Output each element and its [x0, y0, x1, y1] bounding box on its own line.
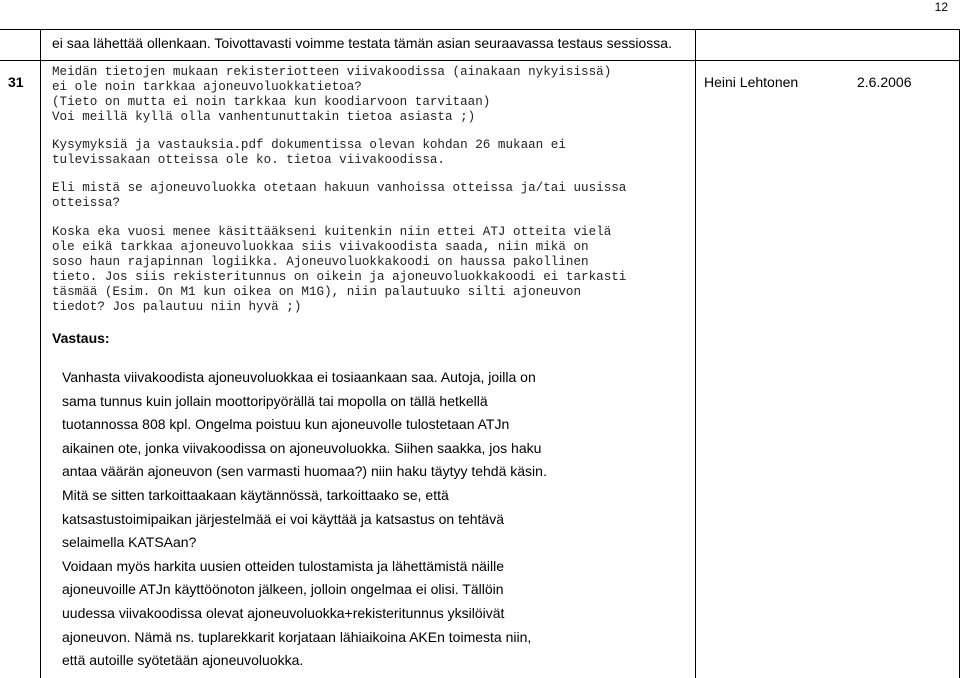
answer-line: antaa väärän ajoneuvon (sen varmasti huomaa?) niin haku täytyy tehdä käsin.: [62, 463, 547, 480]
table-col-divider-right: [695, 29, 696, 678]
answer-line: Vanhasta viivakoodista ajoneuvoluokkaa ei tosiaankaan saa. Autoja, joilla on: [62, 369, 536, 385]
answer-line: tuotannossa 808 kpl. Ongelma poistuu kun ajoneuvolle tulostetaan ATJn: [62, 416, 510, 433]
question-block: [52, 65, 611, 125]
answer-line: selaimella KATSAan?: [62, 534, 197, 551]
answer-line: ajoneuvoille ATJn käyttöönoton jälkeen, jolloin ongelmaa ei olisi. Tällöin: [62, 581, 504, 598]
answer-line: uudessa viivakoodissa olevat ajoneuvoluokka+rekisteritunnus yksilöivät: [62, 604, 505, 621]
answer-line: sama tunnus kuin jollain moottoripyörällä tai mopolla on tällä hetkellä: [62, 392, 488, 409]
qa-line: otteissa?: [52, 196, 121, 210]
qa-line: Kysymyksiä ja vastauksia.pdf dokumentissa olevan kohdan 26 mukaan ei: [52, 138, 566, 152]
answer-line: että autoille syötetään ajoneuvoluokka.: [62, 652, 304, 669]
page-number: 12: [934, 0, 948, 14]
answer-line: katsastustoimipaikan järjestelmää ei voi käyttää ja katsastus on tehtävä: [62, 510, 505, 527]
qa-line: Eli mistä se ajoneuvoluokka otetaan hakuun vanhoissa otteissa ja/tai uusissa: [52, 181, 627, 195]
qa-paragraph-1: [52, 138, 566, 168]
table-border-top: [0, 29, 960, 30]
entry-date: 2.6.2006: [857, 74, 912, 90]
qa-line: ole eikä tarkkaa ajoneuvoluokkaa siis viivakoodista saada, niin mikä on: [52, 240, 589, 254]
author-name: Heini Lehtonen: [704, 74, 799, 90]
qa-line: täsmää (Esim. On M1 kun oikea on M1G), niin palautuuko silti ajoneuvon: [52, 285, 582, 299]
question-line: Meidän tietojen mukaan rekisteriotteen viivakoodissa (ainakaan nykyisissä): [52, 65, 612, 79]
qa-line: tieto. Jos siis rekisteritunnus on oikein ja ajoneuvoluokkakoodi ei tarkasti: [52, 270, 627, 284]
row-number: 31: [8, 74, 24, 90]
question-line: Voi meillä kyllä olla vanhentunuttakin tietoa asiasta ;): [52, 110, 476, 124]
table-row-divider: [0, 60, 960, 61]
answer-label: Vastaus:: [52, 330, 110, 346]
table-col-divider-left: [40, 29, 41, 678]
answer-line: ajoneuvon. Nämä ns. tuplarekkarit korjataan lähiaikoina AKEn toimesta niin,: [62, 628, 532, 645]
qa-paragraph-2: [52, 181, 626, 211]
qa-line: Koska eka vuosi menee käsittääkseni kuitenkin niin ettei ATJ otteita vielä: [52, 225, 612, 239]
answer-line: Mitä se sitten tarkoittaakaan käytännössä, tarkoittaako se, että: [62, 486, 449, 503]
answer-line: aikainen ote, jonka viivakoodissa on ajoneuvoluokka. Siihen saakka, jos haku: [62, 439, 542, 456]
question-line: ei ole noin tarkkaa ajoneuvoluokkatietoa?: [52, 80, 362, 94]
previous-row-text: ei saa lähettää ollenkaan. Toivottavasti voimme testata tämän asian seuraavassa testaus sessiossa.: [52, 35, 672, 51]
qa-line: tiedot? Jos palautuu niin hyvä ;): [52, 300, 302, 314]
qa-line: soso haun rajapinnan logiikka. Ajoneuvoluokkakoodi on haussa pakollinen: [52, 255, 589, 269]
qa-line: tulevissakaan otteissa ole ko. tietoa viivakoodissa.: [52, 153, 445, 167]
answer-line: Voidaan myös harkita uusien otteiden tulostamista ja lähettämistä näille: [62, 557, 505, 574]
qa-paragraph-3: [52, 225, 626, 315]
question-line: (Tieto on mutta ei noin tarkkaa kun koodiarvoon tarvitaan): [52, 95, 491, 109]
answer-text: [62, 366, 547, 673]
